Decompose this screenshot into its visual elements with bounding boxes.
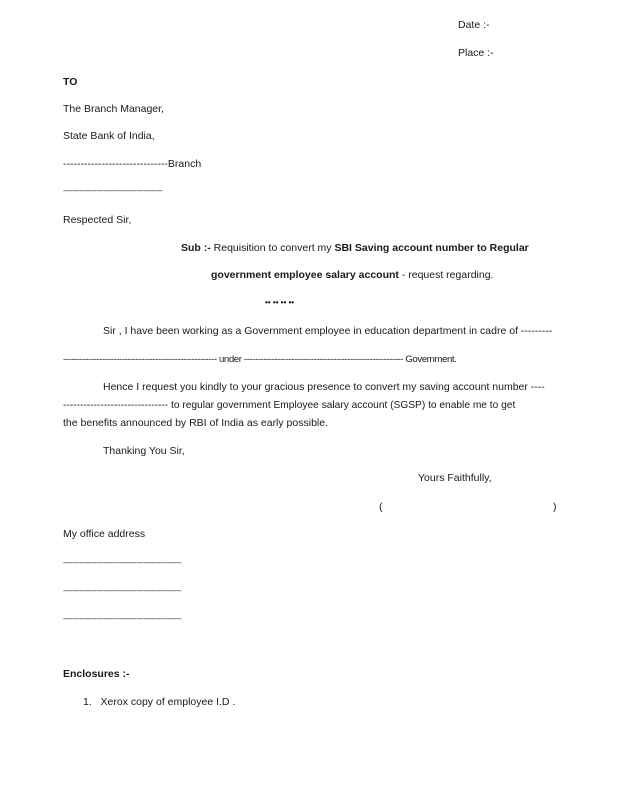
subject-prefix: Sub :- <box>181 242 211 254</box>
subject-line-2 <box>211 269 493 282</box>
subject-bold-2: government employee salary account <box>211 269 399 281</box>
enclosure-item-text: Xerox copy of employee I.D . <box>100 696 236 708</box>
body-para1-line2: ------------------------------------------------------- under --------------------------------------------------------- Government. <box>63 354 457 365</box>
address-blank-line: ------------------------------------------ <box>63 186 163 195</box>
enclosures-title: Enclosures :- <box>63 668 130 680</box>
body-para2-line2: ------------------------------- to regular government Employee salary account (SGSP) to enable me to get <box>63 400 516 411</box>
recipient-bank: State Bank of India, <box>63 130 155 142</box>
subject-separator: •• •• •• •• <box>265 298 295 307</box>
subject-line-1 <box>181 242 529 255</box>
to-label: TO <box>63 76 78 88</box>
date-label: Date :- <box>458 19 490 31</box>
signature-paren-close: ) <box>553 501 557 513</box>
branch-line: ------------------------------Branch <box>63 158 202 170</box>
office-address-line-1: -------------------------------------------------- <box>63 558 182 567</box>
thanking-text: Thanking You Sir, <box>103 445 185 457</box>
place-label: Place :- <box>458 47 494 59</box>
signature-paren-open: ( <box>379 501 383 513</box>
body-para1-line1: Sir , I have been working as a Government employee in education department in cadre of --------- <box>103 325 553 337</box>
office-address-line-3: -------------------------------------------------- <box>63 614 182 623</box>
yours-faithfully: Yours Faithfully, <box>418 472 492 484</box>
enclosure-item <box>83 696 235 709</box>
body-para2-line1: Hence I request you kindly to your gracious presence to convert my saving account number ---- <box>103 381 545 393</box>
office-address-line-2: -------------------------------------------------- <box>63 586 182 595</box>
enclosure-item-number: 1. <box>83 696 92 708</box>
subject-text-1: Requisition to convert my <box>210 242 335 254</box>
body-para2-line3: the benefits announced by RBI of India as early possible. <box>63 417 329 429</box>
subject-text-2: - request regarding. <box>398 269 494 281</box>
office-address-label: My office address <box>63 528 146 540</box>
recipient-designation: The Branch Manager, <box>63 103 164 115</box>
subject-bold-1: SBI Saving account number to Regular <box>334 242 529 254</box>
salutation: Respected Sir, <box>63 214 132 226</box>
